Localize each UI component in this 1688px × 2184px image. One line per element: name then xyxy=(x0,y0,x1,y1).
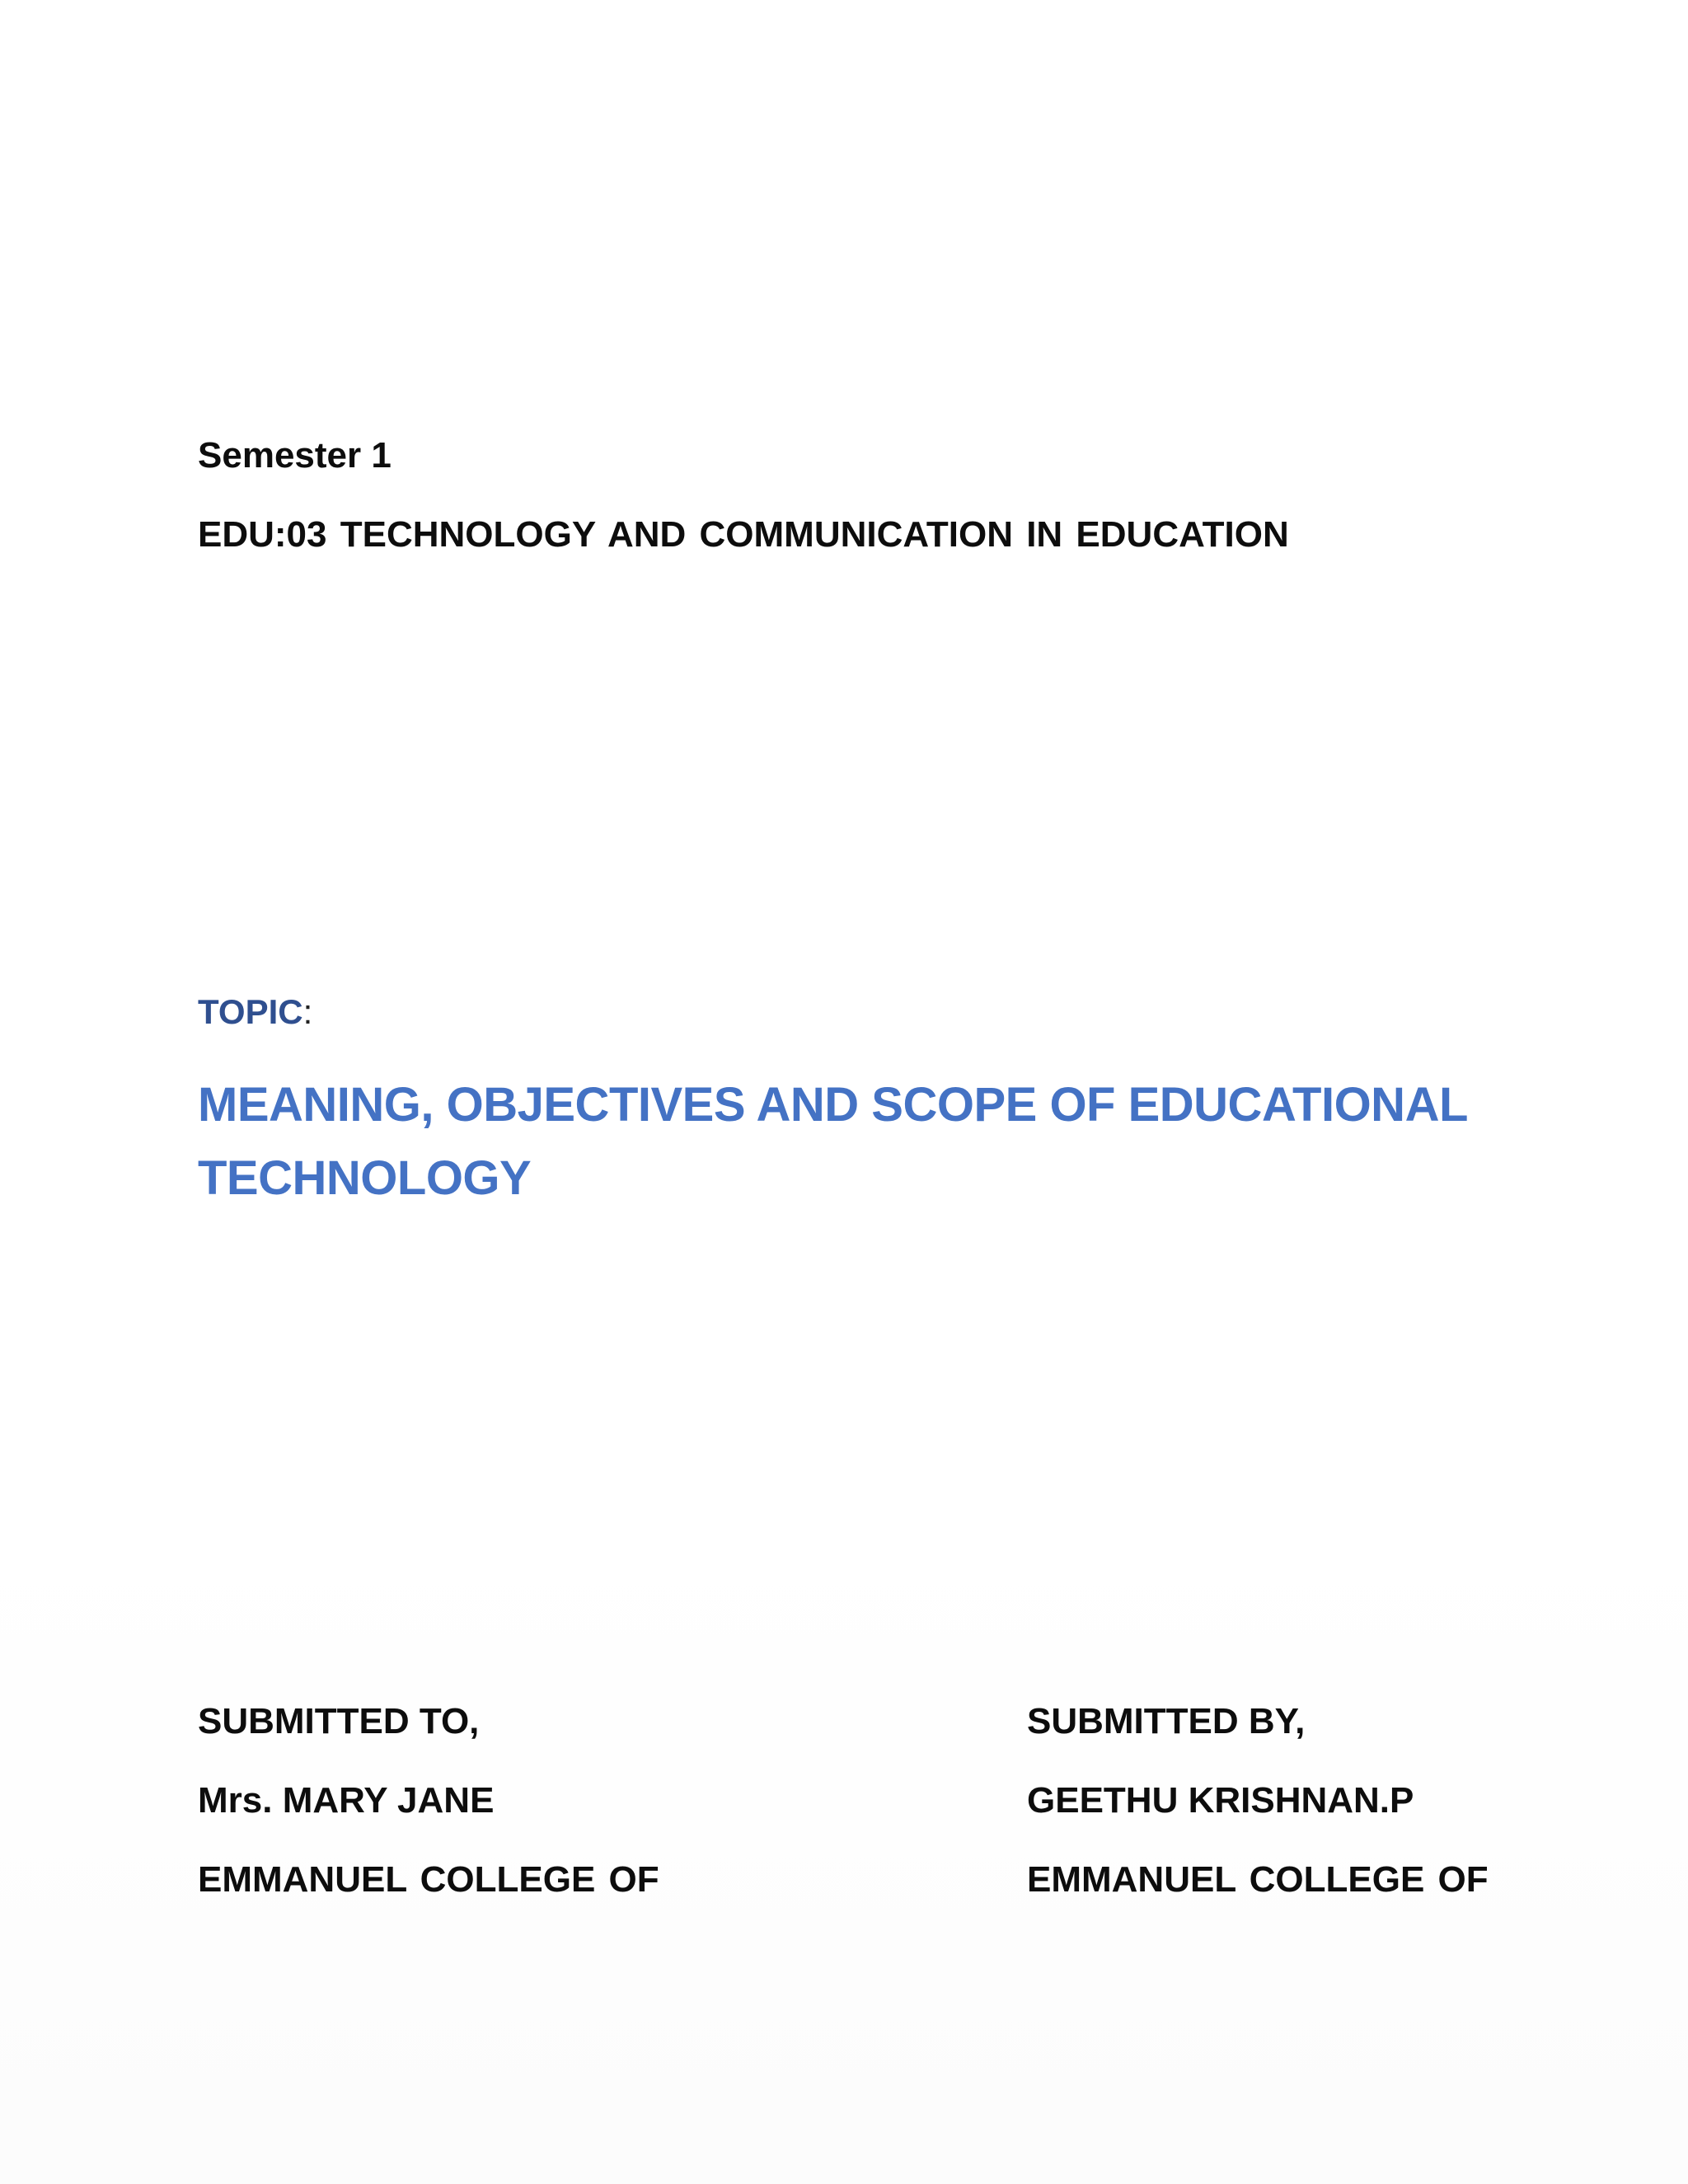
submitted-to-college: EMMANUEL COLLEGE OF xyxy=(198,1859,659,1900)
submitted-to-heading: SUBMITTED TO, xyxy=(198,1701,480,1741)
semester-label: Semester 1 xyxy=(198,435,392,476)
submitted-by-college: EMMANUEL COLLEGE OF xyxy=(1027,1859,1489,1900)
topic-colon: : xyxy=(302,992,313,1031)
submitted-by-name: GEETHU KRISHNAN.P xyxy=(1027,1780,1414,1821)
submitted-to-name: Mrs. MARY JANE xyxy=(198,1780,495,1821)
submitted-by-heading: SUBMITTED BY, xyxy=(1027,1701,1306,1741)
course-title: EDU:03 TECHNOLOGY AND COMMUNICATION IN EDUCATION xyxy=(198,514,1289,555)
document-title: MEANING, OBJECTIVES AND SCOPE OF EDUCATIONAL TECHNOLOGY xyxy=(198,1078,1467,1205)
topic-heading xyxy=(198,992,312,1032)
topic-label: TOPIC xyxy=(198,992,303,1031)
